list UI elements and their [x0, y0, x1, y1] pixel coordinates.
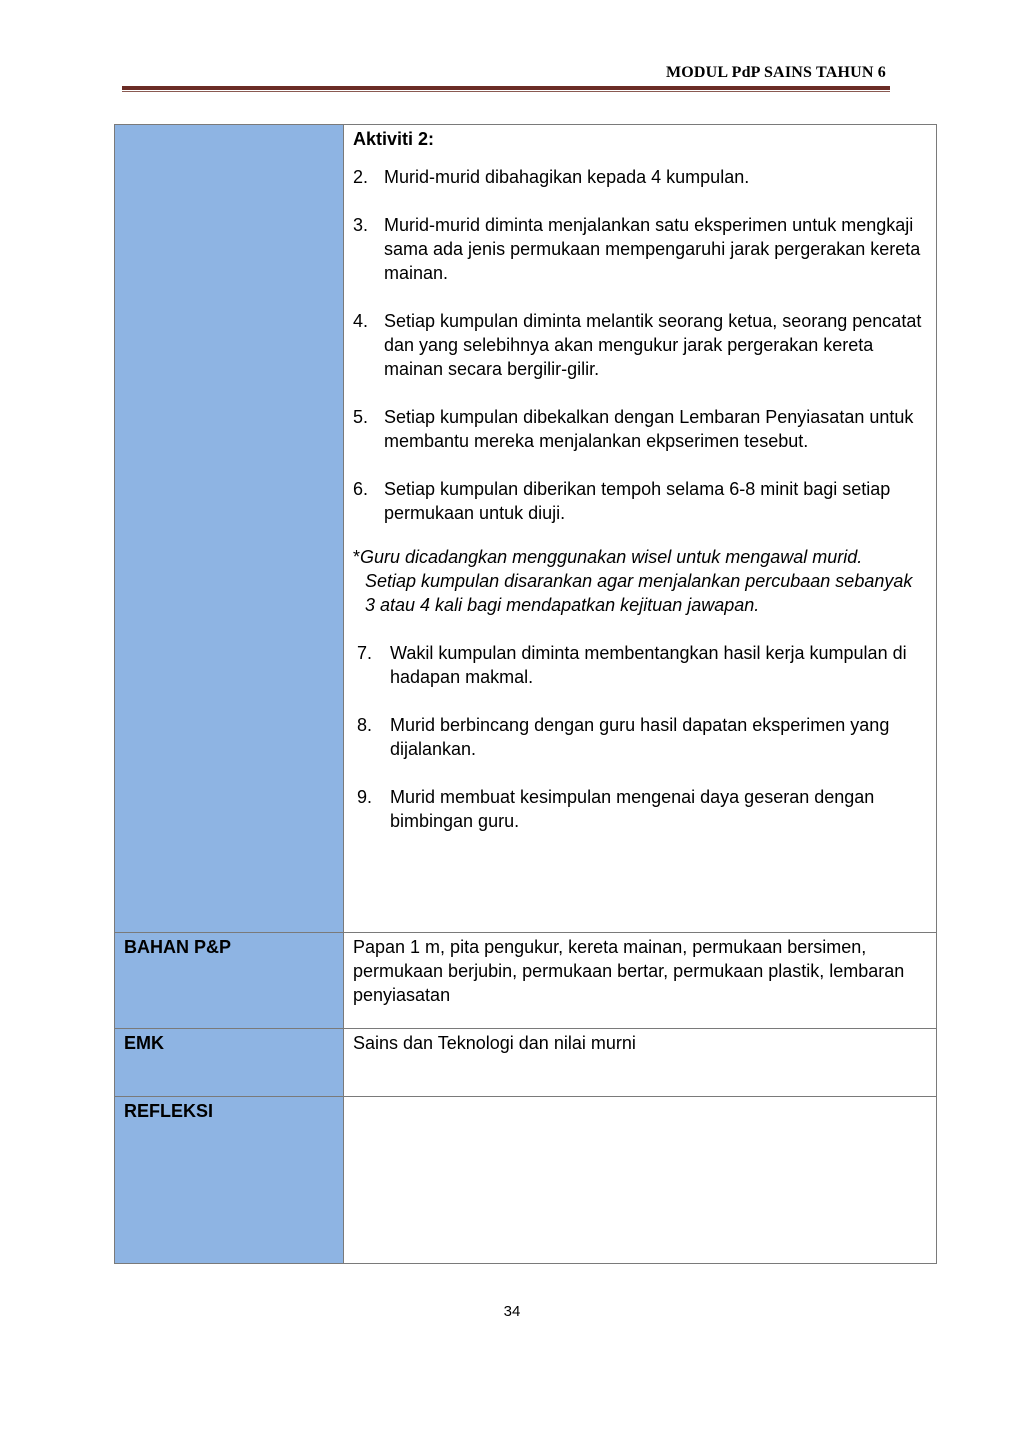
step-text: Murid berbincang dengan guru hasil dapatan eksperimen yang dijalankan. — [390, 715, 890, 759]
bahan-label: BAHAN P&P — [124, 937, 232, 957]
refleksi-label: REFLEKSI — [124, 1101, 214, 1121]
activity-heading: Aktiviti 2: — [353, 129, 435, 149]
step-text: Setiap kumpulan diberikan tempoh selama 6-8 minit bagi setiap permukaan untuk diuji. — [384, 479, 891, 523]
step-number: 2. — [353, 167, 369, 187]
label-cell-refleksi — [115, 1097, 344, 1264]
step-text: Murid-murid dibahagikan kepada 4 kumpulan. — [384, 167, 750, 187]
page-number: 34 — [503, 1303, 521, 1320]
header-rule — [122, 86, 890, 90]
note-line-2: Setiap kumpulan disarankan agar menjalankan percubaan sebanyak 3 atau 4 kali bagi mendapatkan kejituan jawapan. — [365, 571, 913, 615]
list-item — [353, 213, 924, 285]
list-item — [353, 165, 924, 189]
step-number: 9. — [357, 787, 373, 807]
label-cell-emk — [115, 1029, 344, 1097]
activity-steps — [353, 165, 924, 525]
table-row-activity — [115, 125, 937, 933]
step-number: 6. — [353, 479, 369, 499]
emk-value: Sains dan Teknologi dan nilai murni — [353, 1033, 636, 1053]
list-item — [357, 641, 924, 689]
step-text: Setiap kumpulan diminta melantik seorang ketua, seorang pencatat dan yang selebihnya akan mengukur jarak pergerakan kereta mainan secara bergilir-gilir. — [384, 311, 922, 379]
emk-cell — [344, 1029, 937, 1097]
activity-steps-continued — [353, 641, 924, 833]
lesson-table — [114, 124, 937, 1264]
step-number: 8. — [357, 715, 373, 735]
teacher-note — [353, 545, 924, 617]
table-row-refleksi — [115, 1097, 937, 1264]
list-item — [353, 405, 924, 453]
step-text: Setiap kumpulan dibekalkan dengan Lembaran Penyiasatan untuk membantu mereka menjalankan ekpserimen tesebut. — [384, 407, 914, 451]
step-text: Murid-murid diminta menjalankan satu eksperimen untuk mengkaji sama ada jenis permukaan mempengaruhi jarak pergerakan kereta mainan. — [384, 215, 921, 283]
list-item — [353, 309, 924, 381]
activity-cell — [344, 125, 937, 933]
note-asterisk: * — [353, 547, 361, 567]
label-cell-activity — [115, 125, 344, 933]
step-text: Wakil kumpulan diminta membentangkan hasil kerja kumpulan di hadapan makmal. — [390, 643, 907, 687]
step-number: 4. — [353, 311, 369, 331]
refleksi-value — [344, 1097, 936, 1099]
emk-label: EMK — [124, 1033, 164, 1053]
note-line-1: Guru dicadangkan menggunakan wisel untuk mengawal murid. — [360, 547, 863, 567]
module-title: MODUL PdP SAINS TAHUN 6 — [665, 64, 886, 81]
list-item — [357, 713, 924, 761]
list-item — [357, 785, 924, 833]
label-cell-bahan — [115, 933, 344, 1029]
bahan-cell — [344, 933, 937, 1029]
bahan-value: Papan 1 m, pita pengukur, kereta mainan, permukaan bersimen, permukaan berjubin, permukaan bertar, permukaan plastik, lembaran penyiasatan — [353, 937, 905, 1005]
step-number: 3. — [353, 215, 369, 235]
refleksi-cell — [344, 1097, 937, 1264]
table-row-bahan — [115, 933, 937, 1029]
list-item — [353, 477, 924, 525]
header-rule-thin — [122, 91, 890, 92]
table-row-emk — [115, 1029, 937, 1097]
step-text: Murid membuat kesimpulan mengenai daya geseran dengan bimbingan guru. — [390, 787, 875, 831]
step-number: 7. — [357, 643, 373, 663]
step-number: 5. — [353, 407, 369, 427]
